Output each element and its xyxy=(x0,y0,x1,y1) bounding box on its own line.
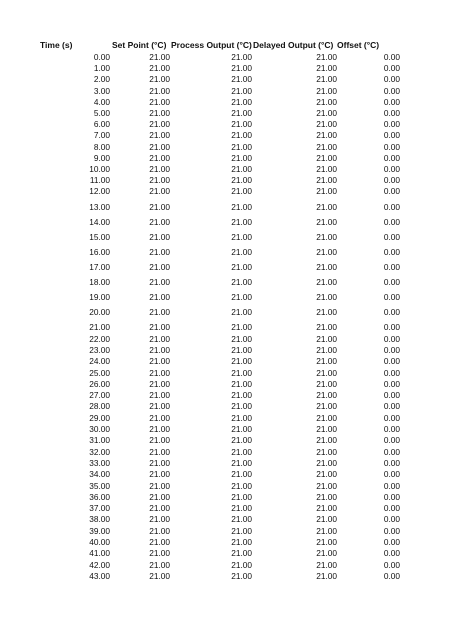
table-row xyxy=(0,413,474,424)
table-row xyxy=(0,277,474,288)
time-cell: 14.00 xyxy=(89,216,110,227)
delayed-output-cell: 21.00 xyxy=(316,559,337,570)
table-row xyxy=(0,537,474,548)
time-cell: 10.00 xyxy=(89,164,110,174)
delayed-output-cell: 21.00 xyxy=(316,333,337,344)
offset-cell: 0.00 xyxy=(383,367,400,378)
set-point-cell: 21.00 xyxy=(149,401,170,412)
offset-cell: 0.00 xyxy=(383,74,400,85)
set-point-cell: 21.00 xyxy=(149,175,170,186)
delayed-output-cell: 21.00 xyxy=(316,367,337,378)
table-row xyxy=(0,503,474,514)
header-process-output: Process Output (°C) xyxy=(171,40,252,50)
offset-cell: 0.00 xyxy=(383,201,400,212)
delayed-output-cell: 21.00 xyxy=(316,175,337,186)
set-point-cell: 21.00 xyxy=(149,344,170,355)
process-output-cell: 21.00 xyxy=(231,548,252,559)
set-point-cell: 21.00 xyxy=(149,491,170,502)
table-row xyxy=(0,334,474,345)
set-point-cell: 21.00 xyxy=(149,52,170,62)
delayed-output-cell: 21.00 xyxy=(316,108,337,118)
time-cell: 28.00 xyxy=(89,401,110,412)
process-output-cell: 21.00 xyxy=(231,356,252,367)
table-row xyxy=(0,514,474,525)
time-cell: 32.00 xyxy=(89,446,110,457)
delayed-output-cell: 21.00 xyxy=(316,491,337,502)
offset-cell: 0.00 xyxy=(383,514,400,525)
delayed-output-cell: 21.00 xyxy=(316,514,337,525)
offset-cell: 0.00 xyxy=(383,277,400,287)
time-cell: 24.00 xyxy=(89,356,110,367)
time-cell: 38.00 xyxy=(89,514,110,525)
delayed-output-cell: 21.00 xyxy=(316,435,337,446)
set-point-cell: 21.00 xyxy=(149,85,170,96)
table-row xyxy=(0,571,474,582)
offset-cell: 0.00 xyxy=(383,119,400,130)
set-point-cell: 21.00 xyxy=(149,514,170,525)
delayed-output-cell: 21.00 xyxy=(316,130,337,141)
offset-cell: 0.00 xyxy=(383,570,400,581)
offset-cell: 0.00 xyxy=(383,164,400,174)
table-row xyxy=(0,119,474,130)
set-point-cell: 21.00 xyxy=(149,141,170,152)
offset-cell: 0.00 xyxy=(383,175,400,186)
set-point-cell: 21.00 xyxy=(149,333,170,344)
offset-cell: 0.00 xyxy=(383,231,400,242)
set-point-cell: 21.00 xyxy=(149,152,170,163)
process-output-cell: 21.00 xyxy=(231,446,252,457)
process-output-cell: 21.00 xyxy=(231,63,252,74)
set-point-cell: 21.00 xyxy=(149,378,170,389)
time-cell: 21.00 xyxy=(89,322,110,333)
set-point-cell: 21.00 xyxy=(149,277,170,287)
delayed-output-cell: 21.00 xyxy=(316,457,337,468)
time-cell: 12.00 xyxy=(89,186,110,197)
offset-cell: 0.00 xyxy=(383,246,400,257)
offset-cell: 0.00 xyxy=(383,457,400,468)
table-row xyxy=(0,130,474,141)
set-point-cell: 21.00 xyxy=(149,119,170,130)
set-point-cell: 21.00 xyxy=(149,63,170,74)
delayed-output-cell: 21.00 xyxy=(316,469,337,480)
process-output-cell: 21.00 xyxy=(231,119,252,130)
offset-cell: 0.00 xyxy=(383,537,400,547)
offset-cell: 0.00 xyxy=(383,401,400,412)
table-row xyxy=(0,345,474,356)
time-cell: 22.00 xyxy=(89,333,110,344)
process-output-cell: 21.00 xyxy=(231,201,252,212)
set-point-cell: 21.00 xyxy=(149,74,170,85)
process-output-cell: 21.00 xyxy=(231,412,252,423)
table-row xyxy=(0,458,474,469)
time-cell: 29.00 xyxy=(89,412,110,423)
offset-cell: 0.00 xyxy=(383,559,400,570)
set-point-cell: 21.00 xyxy=(149,130,170,141)
process-output-cell: 21.00 xyxy=(231,378,252,389)
process-output-cell: 21.00 xyxy=(231,52,252,62)
delayed-output-cell: 21.00 xyxy=(316,525,337,536)
table-row xyxy=(0,108,474,119)
set-point-cell: 21.00 xyxy=(149,307,170,318)
table-row xyxy=(0,481,474,492)
table-row xyxy=(0,164,474,175)
set-point-cell: 21.00 xyxy=(149,246,170,257)
offset-cell: 0.00 xyxy=(383,424,400,434)
table-row xyxy=(0,548,474,559)
process-output-cell: 21.00 xyxy=(231,480,252,491)
set-point-cell: 21.00 xyxy=(149,390,170,401)
offset-cell: 0.00 xyxy=(383,152,400,163)
set-point-cell: 21.00 xyxy=(149,537,170,547)
process-output-cell: 21.00 xyxy=(231,525,252,536)
offset-cell: 0.00 xyxy=(383,292,400,303)
offset-cell: 0.00 xyxy=(383,63,400,74)
process-output-cell: 21.00 xyxy=(231,333,252,344)
delayed-output-cell: 21.00 xyxy=(316,201,337,212)
time-cell: 33.00 xyxy=(89,457,110,468)
time-cell: 13.00 xyxy=(89,201,110,212)
delayed-output-cell: 21.00 xyxy=(316,570,337,581)
process-output-cell: 21.00 xyxy=(231,261,252,272)
time-cell: 39.00 xyxy=(89,525,110,536)
offset-cell: 0.00 xyxy=(383,52,400,62)
table-row xyxy=(0,526,474,537)
delayed-output-cell: 21.00 xyxy=(316,401,337,412)
offset-cell: 0.00 xyxy=(383,130,400,141)
table-row xyxy=(0,560,474,571)
set-point-cell: 21.00 xyxy=(149,435,170,446)
process-output-cell: 21.00 xyxy=(231,469,252,480)
header-delayed-output: Delayed Output (°C) xyxy=(253,40,334,50)
time-cell: 4.00 xyxy=(93,96,110,107)
table-row xyxy=(0,52,474,63)
time-cell: 9.00 xyxy=(93,152,110,163)
set-point-cell: 21.00 xyxy=(149,201,170,212)
set-point-cell: 21.00 xyxy=(149,412,170,423)
time-cell: 42.00 xyxy=(89,559,110,570)
offset-cell: 0.00 xyxy=(383,446,400,457)
delayed-output-cell: 21.00 xyxy=(316,141,337,152)
time-cell: 43.00 xyxy=(89,570,110,581)
time-cell: 16.00 xyxy=(89,246,110,257)
delayed-output-cell: 21.00 xyxy=(316,231,337,242)
table-row xyxy=(0,63,474,74)
process-output-cell: 21.00 xyxy=(231,514,252,525)
set-point-cell: 21.00 xyxy=(149,231,170,242)
process-output-cell: 21.00 xyxy=(231,367,252,378)
offset-cell: 0.00 xyxy=(383,469,400,480)
table-row xyxy=(0,492,474,503)
process-output-cell: 21.00 xyxy=(231,559,252,570)
set-point-cell: 21.00 xyxy=(149,356,170,367)
time-cell: 23.00 xyxy=(89,344,110,355)
time-cell: 1.00 xyxy=(93,63,110,74)
offset-cell: 0.00 xyxy=(383,307,400,318)
header-time: Time (s) xyxy=(40,40,73,50)
time-cell: 5.00 xyxy=(93,108,110,118)
time-cell: 6.00 xyxy=(93,119,110,130)
table-row xyxy=(0,469,474,480)
offset-cell: 0.00 xyxy=(383,378,400,389)
delayed-output-cell: 21.00 xyxy=(316,344,337,355)
time-cell: 2.00 xyxy=(93,74,110,85)
process-output-cell: 21.00 xyxy=(231,457,252,468)
header-offset: Offset (°C) xyxy=(337,40,380,50)
process-output-cell: 21.00 xyxy=(231,401,252,412)
table-row xyxy=(0,390,474,401)
set-point-cell: 21.00 xyxy=(149,186,170,197)
table-row xyxy=(0,307,474,318)
delayed-output-cell: 21.00 xyxy=(316,261,337,272)
set-point-cell: 21.00 xyxy=(149,469,170,480)
process-output-cell: 21.00 xyxy=(231,141,252,152)
delayed-output-cell: 21.00 xyxy=(316,424,337,434)
process-output-cell: 21.00 xyxy=(231,186,252,197)
process-output-cell: 21.00 xyxy=(231,85,252,96)
time-cell: 20.00 xyxy=(89,307,110,318)
time-cell: 40.00 xyxy=(89,537,110,547)
table-row xyxy=(0,424,474,435)
time-cell: 17.00 xyxy=(89,261,110,272)
process-output-cell: 21.00 xyxy=(231,152,252,163)
set-point-cell: 21.00 xyxy=(149,108,170,118)
delayed-output-cell: 21.00 xyxy=(316,216,337,227)
time-cell: 31.00 xyxy=(89,435,110,446)
offset-cell: 0.00 xyxy=(383,186,400,197)
table-row xyxy=(0,447,474,458)
process-output-cell: 21.00 xyxy=(231,307,252,318)
table-row xyxy=(0,292,474,303)
delayed-output-cell: 21.00 xyxy=(316,85,337,96)
process-output-cell: 21.00 xyxy=(231,503,252,514)
table-row xyxy=(0,232,474,243)
process-output-cell: 21.00 xyxy=(231,74,252,85)
process-output-cell: 21.00 xyxy=(231,292,252,303)
process-output-cell: 21.00 xyxy=(231,231,252,242)
table-row xyxy=(0,247,474,258)
delayed-output-cell: 21.00 xyxy=(316,412,337,423)
process-output-cell: 21.00 xyxy=(231,108,252,118)
table-row xyxy=(0,262,474,273)
offset-cell: 0.00 xyxy=(383,480,400,491)
process-output-cell: 21.00 xyxy=(231,570,252,581)
header-set-point: Set Point (°C) xyxy=(112,40,167,50)
set-point-cell: 21.00 xyxy=(149,446,170,457)
table-row xyxy=(0,153,474,164)
delayed-output-cell: 21.00 xyxy=(316,96,337,107)
set-point-cell: 21.00 xyxy=(149,261,170,272)
offset-cell: 0.00 xyxy=(383,344,400,355)
offset-cell: 0.00 xyxy=(383,412,400,423)
offset-cell: 0.00 xyxy=(383,548,400,559)
table-row xyxy=(0,368,474,379)
time-cell: 25.00 xyxy=(89,367,110,378)
offset-cell: 0.00 xyxy=(383,322,400,333)
delayed-output-cell: 21.00 xyxy=(316,480,337,491)
delayed-output-cell: 21.00 xyxy=(316,74,337,85)
time-cell: 35.00 xyxy=(89,480,110,491)
process-output-cell: 21.00 xyxy=(231,537,252,547)
offset-cell: 0.00 xyxy=(383,333,400,344)
delayed-output-cell: 21.00 xyxy=(316,537,337,547)
table-row xyxy=(0,202,474,213)
table-row xyxy=(0,322,474,333)
offset-cell: 0.00 xyxy=(383,503,400,514)
set-point-cell: 21.00 xyxy=(149,424,170,434)
offset-cell: 0.00 xyxy=(383,141,400,152)
set-point-cell: 21.00 xyxy=(149,457,170,468)
delayed-output-cell: 21.00 xyxy=(316,246,337,257)
process-output-cell: 21.00 xyxy=(231,216,252,227)
time-cell: 18.00 xyxy=(89,277,110,287)
process-output-cell: 21.00 xyxy=(231,344,252,355)
set-point-cell: 21.00 xyxy=(149,548,170,559)
offset-cell: 0.00 xyxy=(383,435,400,446)
set-point-cell: 21.00 xyxy=(149,480,170,491)
process-output-cell: 21.00 xyxy=(231,435,252,446)
process-output-cell: 21.00 xyxy=(231,246,252,257)
offset-cell: 0.00 xyxy=(383,390,400,401)
set-point-cell: 21.00 xyxy=(149,503,170,514)
set-point-cell: 21.00 xyxy=(149,570,170,581)
table-row xyxy=(0,175,474,186)
time-cell: 27.00 xyxy=(89,390,110,401)
time-cell: 26.00 xyxy=(89,378,110,389)
time-cell: 7.00 xyxy=(93,130,110,141)
delayed-output-cell: 21.00 xyxy=(316,322,337,333)
offset-cell: 0.00 xyxy=(383,491,400,502)
process-output-cell: 21.00 xyxy=(231,96,252,107)
table-row xyxy=(0,356,474,367)
offset-cell: 0.00 xyxy=(383,261,400,272)
set-point-cell: 21.00 xyxy=(149,164,170,174)
set-point-cell: 21.00 xyxy=(149,292,170,303)
delayed-output-cell: 21.00 xyxy=(316,164,337,174)
delayed-output-cell: 21.00 xyxy=(316,356,337,367)
delayed-output-cell: 21.00 xyxy=(316,378,337,389)
time-cell: 37.00 xyxy=(89,503,110,514)
process-output-cell: 21.00 xyxy=(231,424,252,434)
offset-cell: 0.00 xyxy=(383,525,400,536)
offset-cell: 0.00 xyxy=(383,356,400,367)
set-point-cell: 21.00 xyxy=(149,322,170,333)
table-row xyxy=(0,435,474,446)
table-row xyxy=(0,74,474,85)
time-cell: 3.00 xyxy=(93,85,110,96)
set-point-cell: 21.00 xyxy=(149,216,170,227)
time-cell: 36.00 xyxy=(89,491,110,502)
set-point-cell: 21.00 xyxy=(149,367,170,378)
offset-cell: 0.00 xyxy=(383,108,400,118)
set-point-cell: 21.00 xyxy=(149,96,170,107)
time-cell: 0.00 xyxy=(93,52,110,62)
process-output-cell: 21.00 xyxy=(231,322,252,333)
delayed-output-cell: 21.00 xyxy=(316,390,337,401)
table-row xyxy=(0,217,474,228)
offset-cell: 0.00 xyxy=(383,216,400,227)
delayed-output-cell: 21.00 xyxy=(316,277,337,287)
set-point-cell: 21.00 xyxy=(149,525,170,536)
table-row xyxy=(0,86,474,97)
process-output-cell: 21.00 xyxy=(231,491,252,502)
table-row xyxy=(0,379,474,390)
delayed-output-cell: 21.00 xyxy=(316,548,337,559)
delayed-output-cell: 21.00 xyxy=(316,307,337,318)
process-output-cell: 21.00 xyxy=(231,164,252,174)
delayed-output-cell: 21.00 xyxy=(316,186,337,197)
delayed-output-cell: 21.00 xyxy=(316,292,337,303)
time-cell: 8.00 xyxy=(93,141,110,152)
delayed-output-cell: 21.00 xyxy=(316,152,337,163)
time-cell: 15.00 xyxy=(89,231,110,242)
delayed-output-cell: 21.00 xyxy=(316,119,337,130)
process-output-cell: 21.00 xyxy=(231,390,252,401)
process-output-cell: 21.00 xyxy=(231,130,252,141)
time-cell: 34.00 xyxy=(89,469,110,480)
set-point-cell: 21.00 xyxy=(149,559,170,570)
time-cell: 11.00 xyxy=(89,175,110,186)
time-cell: 41.00 xyxy=(89,548,110,559)
delayed-output-cell: 21.00 xyxy=(316,63,337,74)
offset-cell: 0.00 xyxy=(383,85,400,96)
time-cell: 19.00 xyxy=(89,292,110,303)
process-output-cell: 21.00 xyxy=(231,277,252,287)
table-row xyxy=(0,97,474,108)
offset-cell: 0.00 xyxy=(383,96,400,107)
delayed-output-cell: 21.00 xyxy=(316,503,337,514)
delayed-output-cell: 21.00 xyxy=(316,52,337,62)
delayed-output-cell: 21.00 xyxy=(316,446,337,457)
table-row xyxy=(0,401,474,412)
table-row xyxy=(0,186,474,197)
table-row xyxy=(0,142,474,153)
process-output-cell: 21.00 xyxy=(231,175,252,186)
time-cell: 30.00 xyxy=(89,424,110,434)
